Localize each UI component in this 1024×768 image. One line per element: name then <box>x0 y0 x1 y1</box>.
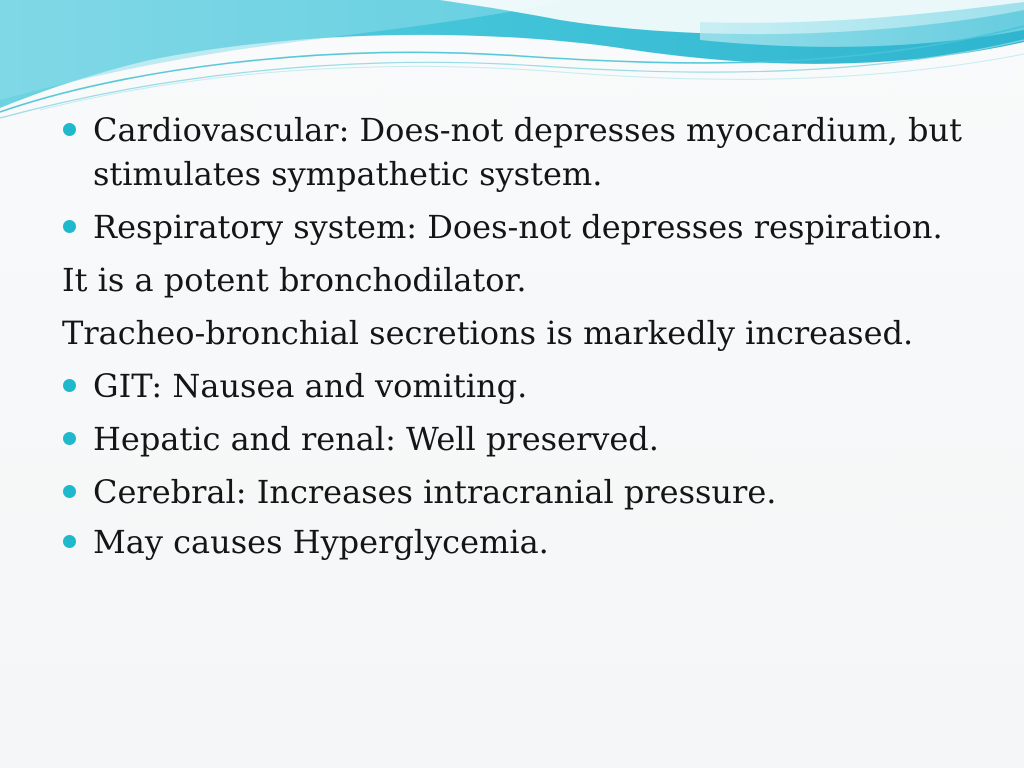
list-item-git <box>62 364 992 408</box>
line-text: Tracheo-bronchial secretions is markedly increased. <box>62 314 914 352</box>
list-item-text: Cerebral: Increases intracranial pressure. <box>93 473 777 511</box>
list-item-hepatic-renal <box>62 417 992 461</box>
line-text: It is a potent bronchodilator. <box>62 261 527 299</box>
list-item-text: May causes Hyperglycemia. <box>93 523 549 561</box>
list-item-text: GIT: Nausea and vomiting. <box>93 367 528 405</box>
list-item-cardiovascular <box>62 108 992 196</box>
list-item-cerebral <box>62 470 992 514</box>
bullet-dot-icon <box>63 485 76 498</box>
text-line-bronchodilator <box>62 258 992 302</box>
list-item-text: Cardiovascular: Does-not depresses myocardium, but stimulates sympathetic system. <box>93 111 962 193</box>
bullet-dot-icon <box>63 432 76 445</box>
list-item-text: Hepatic and renal: Well preserved. <box>93 420 659 458</box>
text-line-secretions <box>62 311 992 355</box>
list-item-text: Respiratory system: Does-not depresses respiration. <box>93 208 943 246</box>
list-item-respiratory <box>62 205 992 249</box>
bullet-dot-icon <box>63 220 76 233</box>
slide-content <box>62 108 992 573</box>
list-item-hyperglycemia <box>62 520 992 564</box>
bullet-dot-icon <box>63 123 76 136</box>
bullet-dot-icon <box>63 535 76 548</box>
bullet-dot-icon <box>63 379 76 392</box>
